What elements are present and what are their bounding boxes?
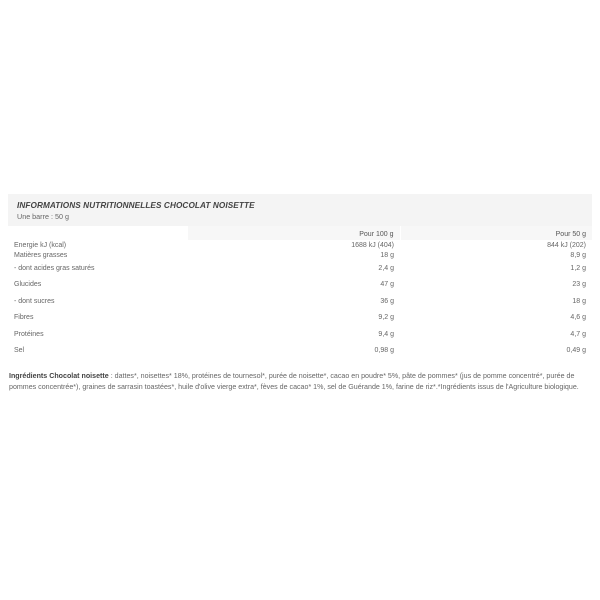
row-label: Fibres bbox=[14, 314, 34, 322]
row-label: - dont sucres bbox=[14, 297, 55, 305]
value-100g: 47 g bbox=[380, 281, 394, 289]
value-100g: 2,4 g bbox=[378, 264, 394, 272]
row-label: - dont acides gras saturés bbox=[14, 264, 95, 272]
per-50g-header: Pour 50 g bbox=[400, 226, 592, 240]
table-row bbox=[8, 260, 592, 277]
table-row bbox=[8, 293, 592, 310]
value-50g: 8,9 g bbox=[570, 251, 586, 259]
value-50g: 4,7 g bbox=[570, 330, 586, 338]
row-label: Energie kJ (kcal) bbox=[14, 241, 67, 249]
value-100g: 9,2 g bbox=[378, 314, 394, 322]
value-100g: 9,4 g bbox=[378, 330, 394, 338]
table-row bbox=[8, 250, 592, 260]
value-50g: 4,6 g bbox=[570, 314, 586, 322]
table-row bbox=[8, 310, 592, 327]
nutrition-header bbox=[8, 194, 592, 226]
value-100g: 36 g bbox=[380, 297, 394, 305]
table-header-row bbox=[8, 226, 592, 240]
table-row bbox=[8, 326, 592, 343]
ingredients-list: : dattes*, noisettes* 18%, protéines de tournesol*, purée de noisette*, cacao en poudre* 5%, pâte de pommes* (jus de pomme concentré*, purée de pommes concentrée*), graines de sarrasin toastées*, huile d'olive vierge extra*, fèves de cacao* 1%, sel de Guérande 1%, farine de riz*.*Ingrédients issus de l'Agriculture biologique. bbox=[9, 372, 579, 391]
nutrition-panel bbox=[8, 194, 592, 359]
value-50g: 23 g bbox=[572, 281, 586, 289]
per-100g-header: Pour 100 g bbox=[188, 226, 400, 240]
table-row bbox=[8, 240, 592, 250]
row-label: Sel bbox=[14, 347, 25, 355]
table-row bbox=[8, 343, 592, 360]
value-50g: 0,49 g bbox=[566, 347, 586, 355]
row-label: Matières grasses bbox=[14, 251, 68, 259]
ingredients-heading: Ingrédients Chocolat noisette bbox=[9, 372, 109, 380]
row-label: Glucides bbox=[14, 281, 42, 289]
serving-size: Une barre : 50 g bbox=[17, 212, 69, 221]
value-50g: 18 g bbox=[572, 297, 586, 305]
value-100g: 0,98 g bbox=[374, 347, 394, 355]
value-100g: 18 g bbox=[380, 251, 394, 259]
value-50g: 1,2 g bbox=[570, 264, 586, 272]
nutrition-title: INFORMATIONS NUTRITIONNELLES CHOCOLAT NOISETTE bbox=[17, 201, 255, 210]
nutrition-table bbox=[8, 226, 592, 359]
label-column-header bbox=[8, 226, 188, 240]
value-100g: 1688 kJ (404) bbox=[351, 241, 394, 249]
row-label: Protéines bbox=[14, 330, 44, 338]
value-50g: 844 kJ (202) bbox=[547, 241, 586, 249]
ingredients-text bbox=[9, 371, 591, 393]
table-row bbox=[8, 277, 592, 294]
